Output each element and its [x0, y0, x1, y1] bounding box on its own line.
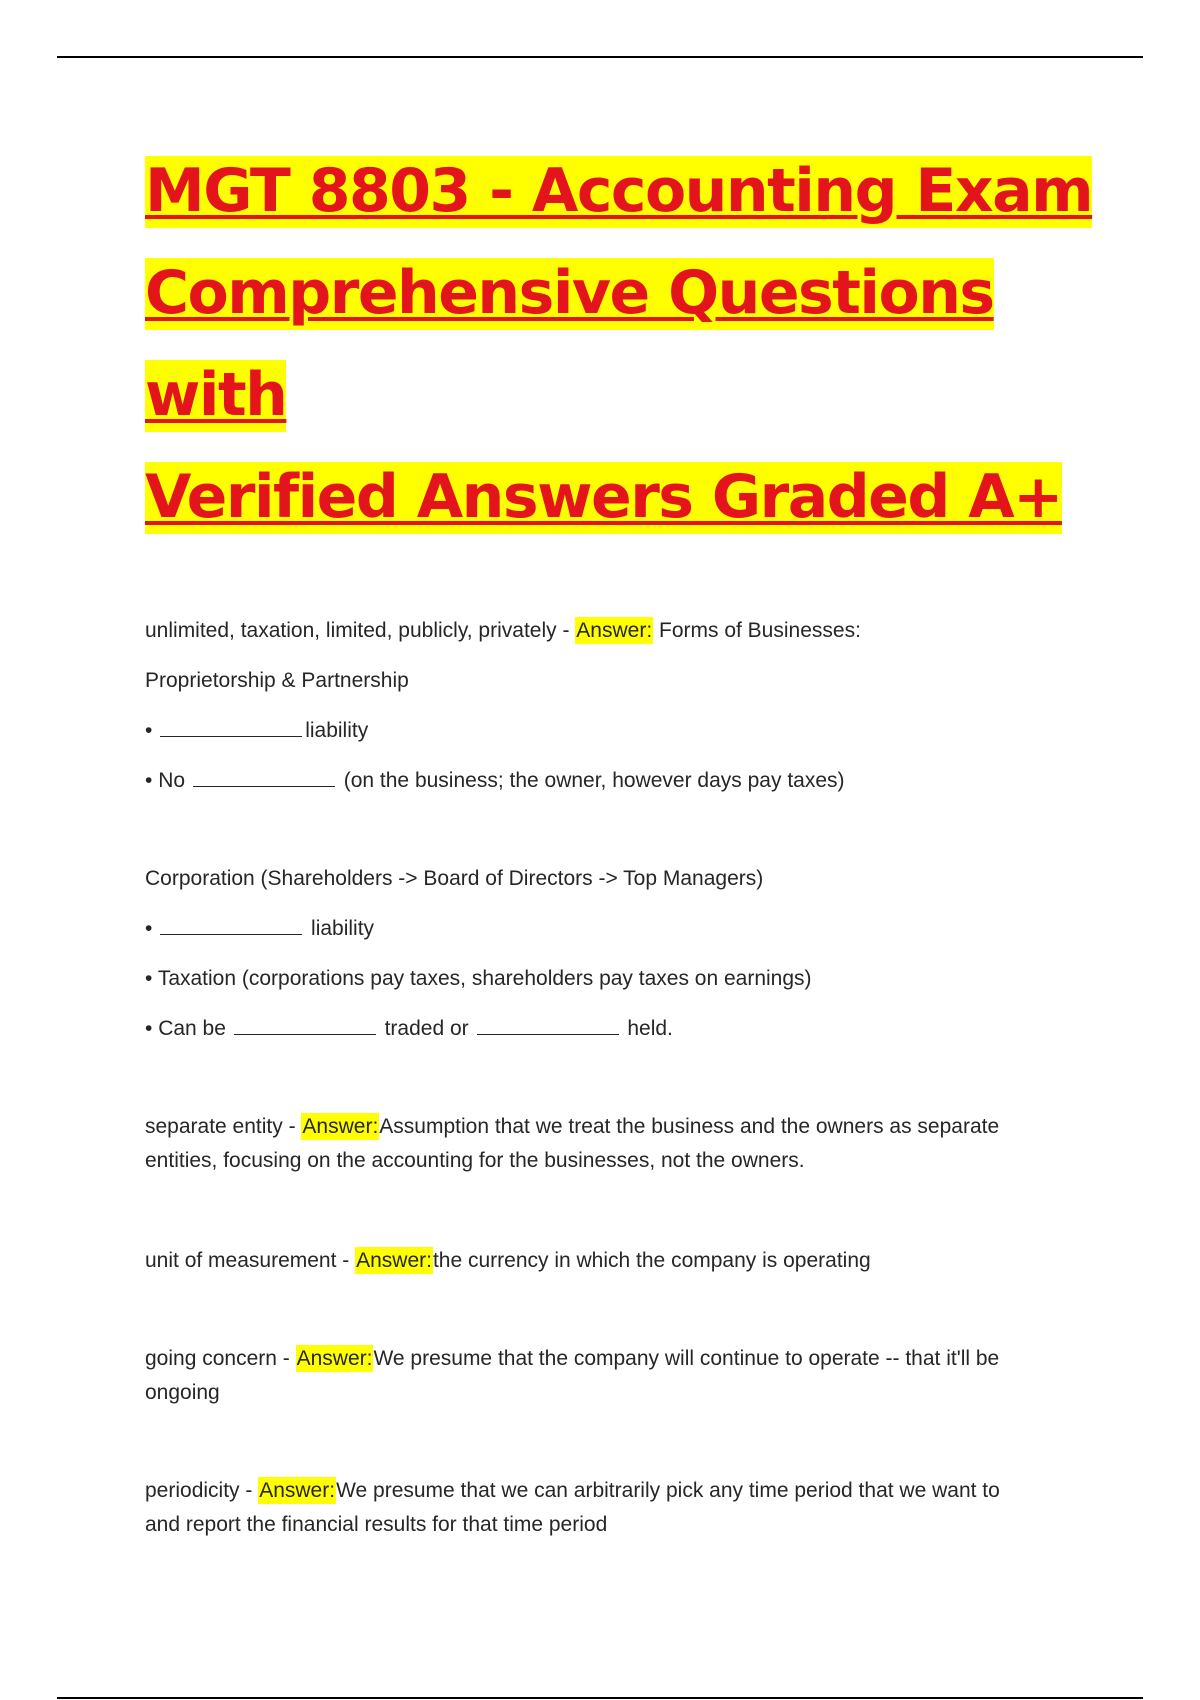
answer-label: Answer:: [296, 1347, 373, 1370]
bullet-text: (on the business; the owner, however days pay taxes): [337, 769, 845, 792]
bullet-text: liability: [305, 917, 375, 940]
fill-in-blank: [160, 933, 302, 935]
bullet-text: Can be: [158, 1017, 232, 1040]
top-rule: [57, 56, 1143, 58]
qa-term: unlimited, taxation, limited, publicly, privately -: [145, 619, 576, 642]
answer-label: Answer:: [356, 1249, 432, 1272]
qa-term: periodicity -: [145, 1479, 259, 1502]
qa-entry-forms: [145, 614, 1105, 1046]
qa-question-line: [145, 1244, 1105, 1278]
qa-definition: We presume that the company will continue to operate -- that it'll be: [373, 1347, 1000, 1370]
answer-label: Answer:: [302, 1115, 379, 1138]
qa-definition-continued: ongoing: [145, 1381, 220, 1404]
answer-label: Answer:: [259, 1479, 336, 1502]
bullet-glyph: •: [145, 967, 153, 990]
bullet-text: liability: [305, 719, 369, 742]
bullet-text: held.: [621, 1017, 673, 1040]
fill-in-blank: [193, 785, 335, 787]
bottom-rule: [57, 1697, 1143, 1699]
qa-entry-unit-of-measurement: [145, 1244, 1105, 1278]
bullet-text: No: [158, 769, 191, 792]
bullet-glyph: •: [145, 917, 153, 940]
corporation-bullet-1: [145, 912, 1105, 946]
qa-definition: We presume that we can arbitrarily pick any time period that we want to: [336, 1479, 1000, 1502]
bullet-glyph: •: [145, 1017, 153, 1040]
bullet-glyph: •: [145, 769, 153, 792]
qa-definition-continued: entities, focusing on the accounting for the businesses, not the owners.: [145, 1149, 805, 1172]
proprietorship-bullet-1: [145, 714, 1105, 748]
bullet-text: Taxation (corporations pay taxes, shareholders pay taxes on earnings): [157, 967, 812, 990]
document-title: [145, 140, 1105, 548]
qa-term: going concern -: [145, 1347, 296, 1370]
title-line-2: Comprehensive Questions with: [145, 258, 994, 430]
fill-in-blank: [477, 1033, 619, 1035]
qa-entry-separate-entity: [145, 1110, 1105, 1178]
bullet-text: traded or: [378, 1017, 475, 1040]
qa-definition: the currency in which the company is operating: [432, 1249, 871, 1272]
qa-definition: Assumption that we treat the business and the owners as separate: [379, 1115, 1000, 1138]
title-line-3: Verified Answers Graded A+: [145, 462, 1062, 532]
qa-entry-going-concern: [145, 1342, 1105, 1410]
qa-question-line: [145, 614, 1105, 648]
fill-in-blank: [160, 735, 302, 737]
corporation-bullet-3: [145, 1012, 1105, 1046]
qa-definition: Forms of Businesses:: [659, 619, 861, 642]
bullet-glyph: •: [145, 719, 153, 742]
fill-in-blank: [234, 1033, 376, 1035]
qa-question-line: [145, 1474, 1105, 1508]
qa-list: [145, 614, 1105, 1542]
qa-term: unit of measurement -: [145, 1249, 356, 1272]
qa-term: separate entity -: [145, 1115, 302, 1138]
answer-label: Answer:: [576, 619, 653, 642]
title-line-1: MGT 8803 - Accounting Exam: [145, 156, 1093, 226]
document-body: [145, 140, 1105, 1590]
proprietorship-heading: Proprietorship & Partnership: [145, 669, 409, 692]
corporation-heading: Corporation (Shareholders -> Board of Directors -> Top Managers): [145, 867, 764, 890]
qa-question-line: [145, 1342, 1105, 1376]
qa-entry-periodicity: [145, 1474, 1105, 1542]
qa-question-line: [145, 1110, 1105, 1144]
proprietorship-bullet-2: [145, 764, 1105, 798]
corporation-bullet-2: [145, 962, 1105, 996]
qa-definition-continued: and report the financial results for that time period: [145, 1513, 608, 1536]
